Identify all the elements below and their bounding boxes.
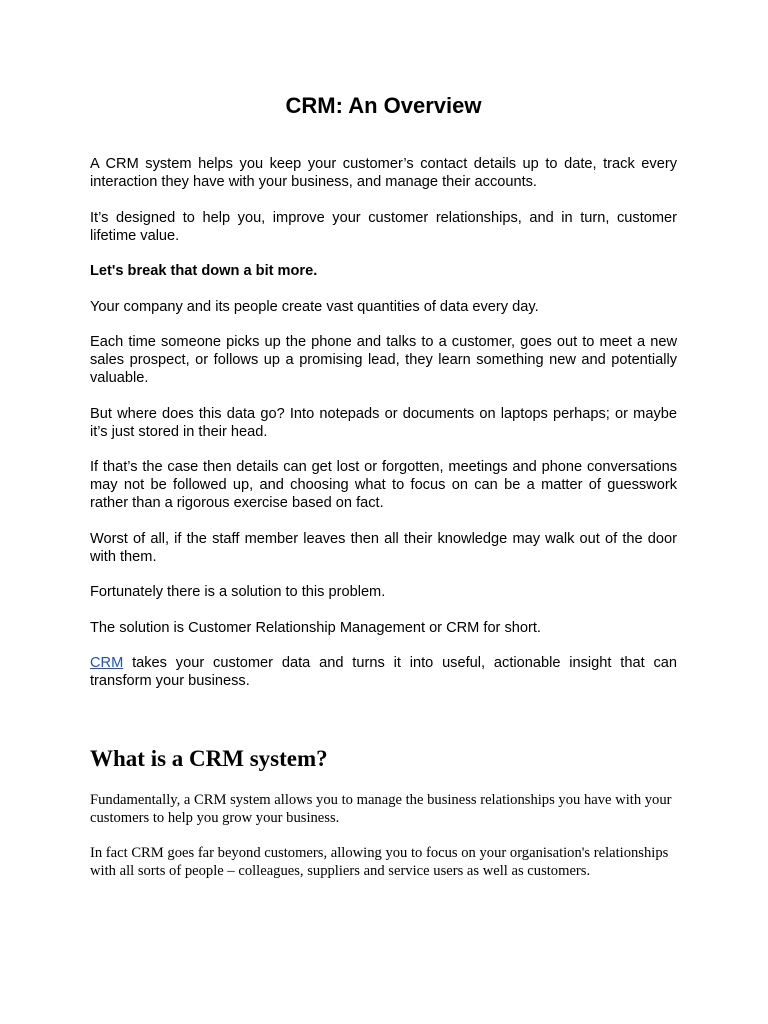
paragraph-designed: It’s designed to help you, improve your customer relationships, and in turn, customer lifetime value. (90, 209, 677, 244)
paragraph-lost-details: If that’s the case then details can get lost or forgotten, meetings and phone conversations may not be followed up, and choosing what to focus on can be a matter of guesswork rather than a rigorous exercise based on fact. (90, 459, 677, 511)
paragraph-crm-transforms (90, 654, 677, 690)
section-paragraph-fundamentally: Fundamentally, a CRM system allows you to manage the business relationships you have with your customers to help you grow your business. (90, 792, 672, 826)
section-paragraph-in-fact: In fact CRM goes far beyond customers, allowing you to focus on your organisation's relationships with all sorts of people – colleagues, suppliers and service users as well as customers. (90, 845, 669, 879)
paragraph-each-time: Each time someone picks up the phone and talks to a customer, goes out to meet a new sales prospect, or follows up a promising lead, they learn something new and potentially valuable. (90, 334, 677, 386)
paragraph-solution-intro: Fortunately there is a solution to this problem. (90, 584, 386, 600)
document-title: CRM: An Overview (285, 93, 482, 118)
crm-paragraph-rest: takes your customer data and turns it into useful, actionable insight that can transform your business. (90, 655, 677, 689)
paragraph-worst-of-all: Worst of all, if the staff member leaves then all their knowledge may walk out of the door with them. (90, 530, 677, 565)
section-heading: What is a CRM system? (90, 746, 328, 771)
document-body (90, 155, 677, 708)
paragraph-break-down: Let's break that down a bit more. (90, 263, 318, 279)
section-body (90, 792, 677, 898)
paragraph-where-data-goes: But where does this data go? Into notepads or documents on laptops perhaps; or maybe it’s just stored in their head. (90, 405, 677, 440)
paragraph-data-every-day: Your company and its people create vast quantities of data every day. (90, 298, 539, 315)
paragraph-solution: The solution is Customer Relationship Management or CRM for short. (90, 619, 541, 636)
crm-link[interactable]: CRM (90, 655, 124, 671)
paragraph-intro: A CRM system helps you keep your customer’s contact details up to date, track every interaction they have with your business, and manage their accounts. (90, 156, 677, 190)
